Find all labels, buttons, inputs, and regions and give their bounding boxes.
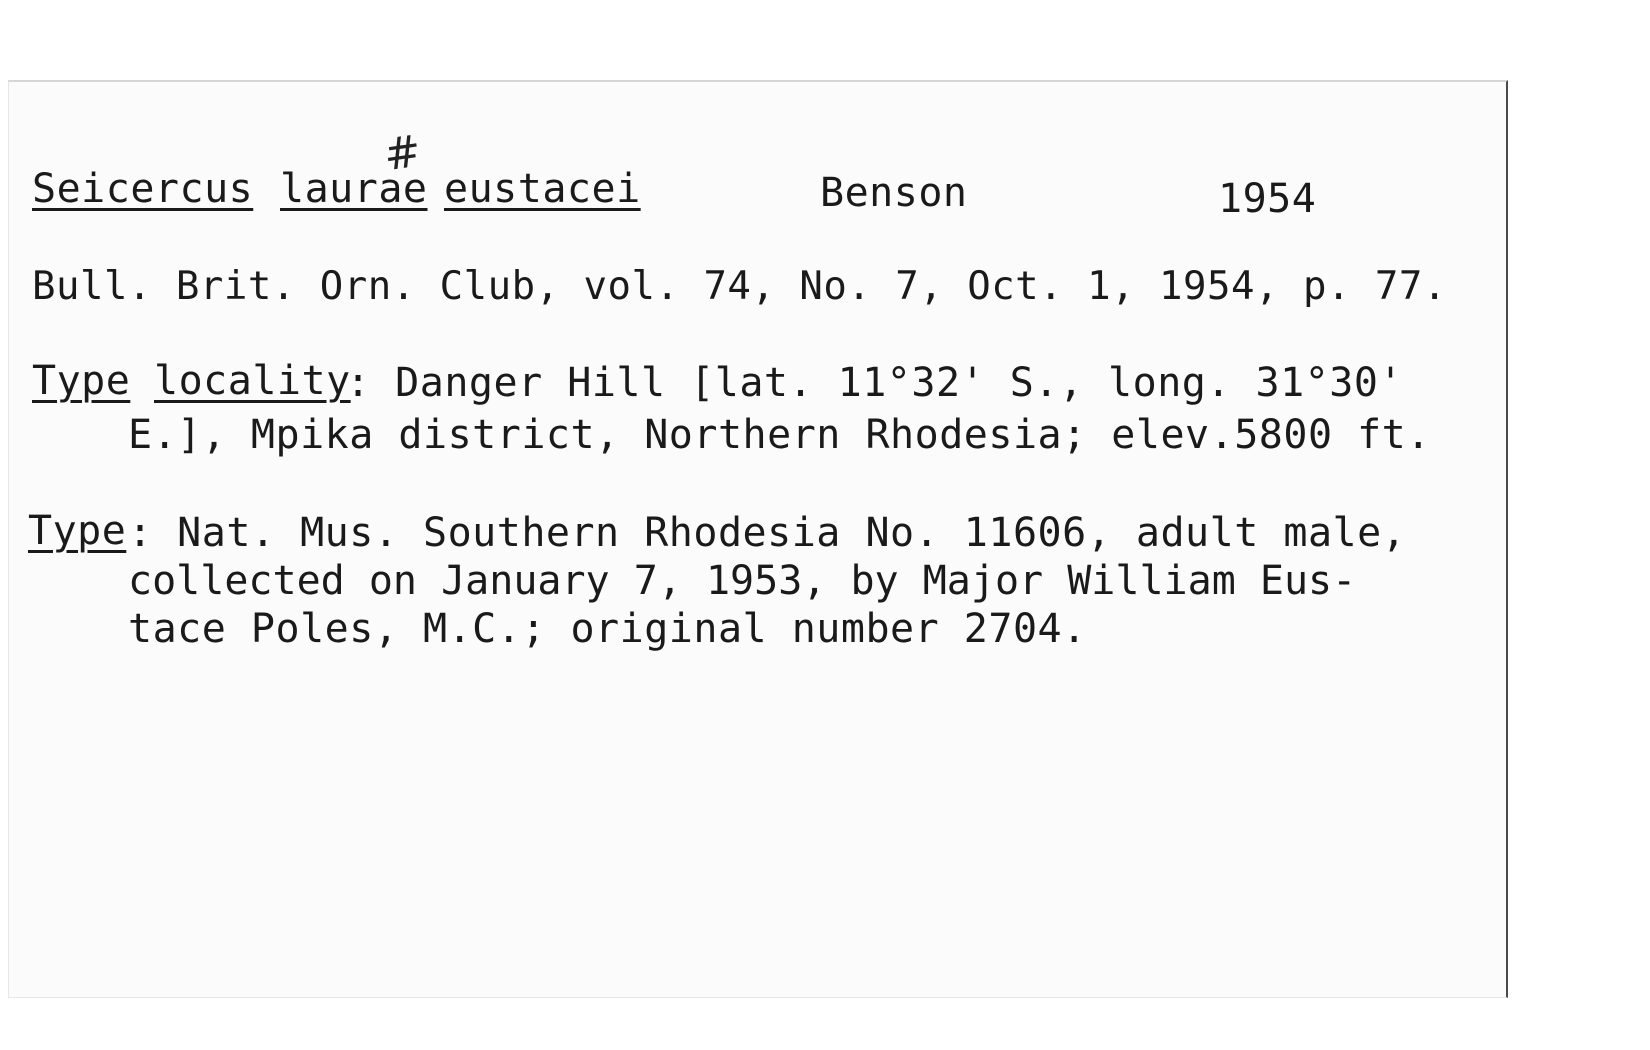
type-label: Type — [28, 508, 127, 554]
author: Benson — [820, 170, 968, 216]
type-line1: : Nat. Mus. Southern Rhodesia No. 11606, adult male, — [128, 510, 1407, 556]
type-line3: tace Poles, M.C.; original number 2704. — [128, 606, 1087, 652]
type-locality-label-word2: locality — [154, 358, 351, 404]
type-line2: collected on January 7, 1953, by Major William Eus- — [128, 558, 1357, 604]
type-locality-line1: : Danger Hill [lat. 11°32' S., long. 31°30' — [346, 360, 1404, 406]
genus-name: Seicercus — [32, 166, 254, 212]
type-locality-line2: E.], Mpika district, Northern Rhodesia; elev.5800 ft. — [128, 412, 1431, 458]
citation: Bull. Brit. Orn. Club, vol. 74, No. 7, Oct. 1, 1954, p. 77. — [32, 264, 1447, 309]
type-locality-label-word1: Type — [32, 358, 131, 404]
handwritten-hash-mark: # — [380, 125, 425, 182]
subspecies-name: eustacei — [444, 166, 641, 212]
year: 1954 — [1218, 176, 1317, 222]
species-name: laurae — [280, 166, 428, 212]
